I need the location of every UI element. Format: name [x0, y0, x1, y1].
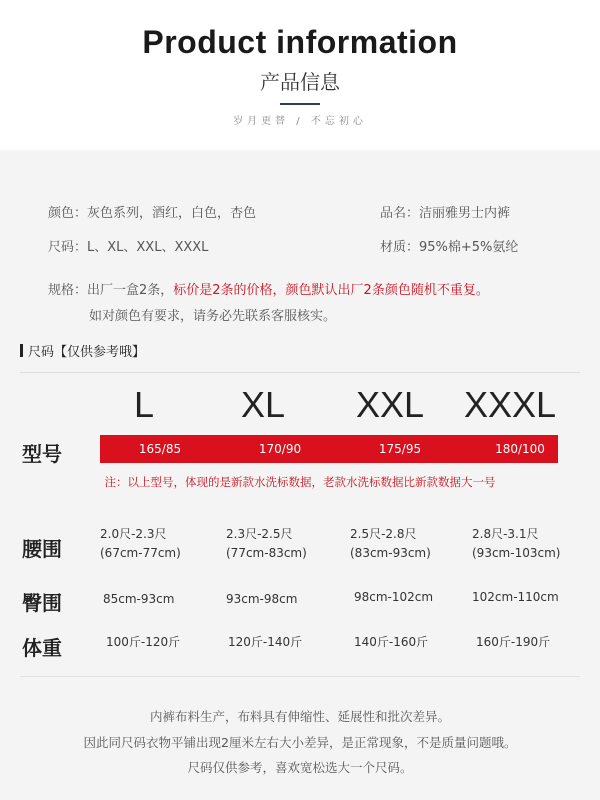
header	[0, 0, 600, 150]
size-header-xxl: XXL	[355, 384, 425, 425]
weight-xxxl: 160斤-190斤	[476, 635, 551, 649]
hip-xxxl: 102cm-110cm	[472, 590, 559, 604]
info-color: 颜色：灰色系列，酒红，白色，杏色	[48, 206, 257, 221]
info-spec-notice: 标价是2条的价格，颜色默认出厂2条颜色随机不重复。	[173, 283, 489, 298]
waist-xl	[226, 525, 307, 563]
info-spec	[48, 279, 489, 298]
model-xxxl: 180/100	[495, 442, 545, 456]
section-marker	[20, 344, 23, 357]
row-label-model: 型号	[22, 442, 62, 466]
footer-note-2: 因此同尺码衣物平铺出现2厘米左右大小差异，是正常现象，不是质量问题哦。	[83, 735, 517, 750]
waist-xl-chi: 2.3尺-2.5尺	[226, 527, 293, 541]
waist-l	[100, 525, 181, 563]
size-header-l: L	[133, 384, 155, 425]
footer-note-3: 尺码仅供参考，喜欢宽松选大一个尺码。	[187, 760, 413, 775]
size-header-xl: XL	[240, 384, 286, 425]
waist-xl-cm: (77cm-83cm)	[226, 546, 307, 560]
waist-xxxl	[472, 525, 560, 563]
weight-xxl: 140斤-160斤	[354, 635, 429, 649]
row-label-weight: 体重	[22, 636, 62, 660]
weight-l: 100斤-120斤	[106, 635, 181, 649]
page-title: Product information	[142, 24, 458, 60]
waist-l-chi: 2.0尺-2.3尺	[100, 527, 167, 541]
waist-xxl	[350, 525, 431, 563]
motto: 岁月更替 / 不忘初心	[233, 116, 367, 127]
info-spec-note: 如对颜色有要求，请务必先联系客服核实。	[89, 309, 337, 324]
model-band	[100, 435, 558, 463]
row-label-waist: 腰围	[22, 537, 62, 561]
size-header-xxxl: XXXL	[463, 384, 557, 425]
info-material: 材质：95%棉+5%氨纶	[380, 240, 519, 255]
weight-xl: 120斤-140斤	[228, 635, 303, 649]
waist-xxl-chi: 2.5尺-2.8尺	[350, 527, 417, 541]
section-divider	[20, 372, 580, 373]
model-l: 165/85	[138, 442, 182, 456]
info-product-name: 品名：洁丽雅男士内裤	[380, 206, 511, 221]
waist-xxxl-chi: 2.8尺-3.1尺	[472, 527, 539, 541]
waist-xxl-cm: (83cm-93cm)	[350, 546, 431, 560]
row-label-hip: 臀围	[22, 591, 62, 615]
model-xl: 170/90	[258, 442, 302, 456]
hip-xl: 93cm-98cm	[226, 592, 298, 606]
size-chart-heading-label: 尺码【仅供参考哦】	[28, 345, 146, 360]
waist-l-cm: (67cm-77cm)	[100, 546, 181, 560]
size-chart-heading	[20, 341, 145, 360]
footer-divider	[20, 676, 580, 677]
size-note: 注：以上型号，体现的是新款水洗标数据，老款水洗标数据比新款数据大一号	[104, 475, 496, 489]
hip-l: 85cm-93cm	[103, 592, 175, 606]
page-subtitle: 产品信息	[260, 70, 340, 94]
hip-xxl: 98cm-102cm	[354, 590, 434, 604]
waist-xxxl-cm: (93cm-103cm)	[472, 546, 561, 560]
info-size: 尺码：L、XL、XXL、XXXL	[48, 240, 209, 255]
title-underline	[280, 103, 320, 105]
footer-note-1: 内裤布料生产，布料具有伸缩性、延展性和批次差异。	[149, 709, 450, 724]
info-spec-prefix: 规格：出厂一盒2条，	[48, 283, 174, 298]
model-xxl: 175/95	[378, 442, 422, 456]
